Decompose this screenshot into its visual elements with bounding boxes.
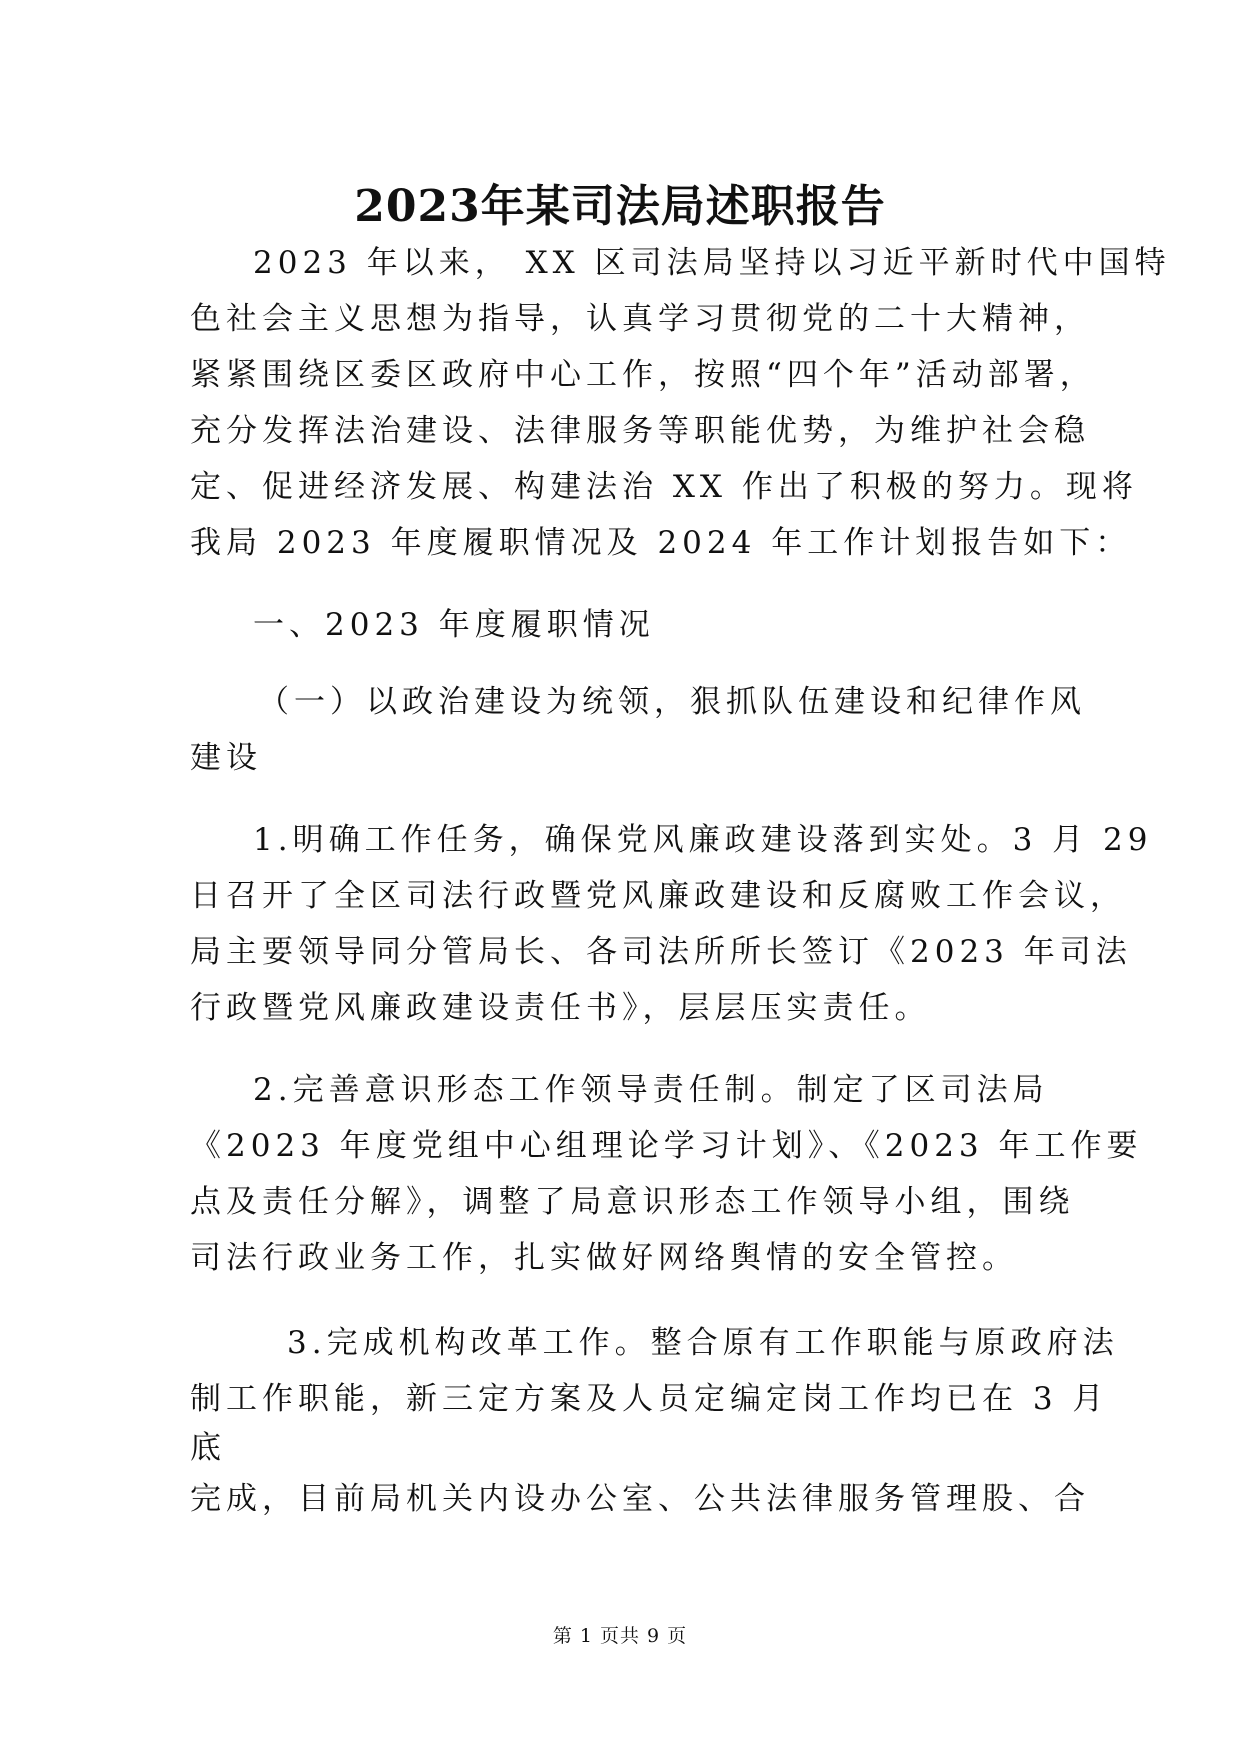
intro-line-2: 色社会主义思想为指导，认真学习贯彻党的二十大精神，	[190, 301, 1090, 337]
subsection-heading-line-1: （一）以政治建设为统领，狠抓队伍建设和纪律作风	[258, 684, 1086, 720]
item1-line-1: 1.明确工作任务，确保党风廉政建设落到实处。3 月 29	[253, 822, 1153, 858]
item2-line-3: 点及责任分解》，调整了局意识形态工作领导小组，围绕	[190, 1184, 1075, 1220]
intro-line-4: 充分发挥法治建设、法律服务等职能优势，为维护社会稳	[190, 413, 1090, 449]
intro-line-5: 定、促进经济发展、构建法治 XX 作出了积极的努力。现将	[190, 469, 1138, 505]
item3-line-1: 3.完成机构改革工作。整合原有工作职能与原政府法	[287, 1325, 1119, 1361]
subsection-heading-line-2: 建设	[190, 740, 262, 776]
document-title: 2023年某司法局述职报告	[354, 181, 886, 232]
item2-line-4: 司法行政业务工作，扎实做好网络舆情的安全管控。	[190, 1240, 1018, 1276]
intro-line-3: 紧紧围绕区委区政府中心工作，按照“四个年”活动部署，	[190, 357, 1096, 393]
item1-line-4: 行政暨党风廉政建设责任书》，层层压实责任。	[190, 990, 931, 1026]
section-heading-1: 一、2023 年度履职情况	[253, 607, 655, 643]
item2-line-2: 《2023 年度党组中心组理论学习计划》、《2023 年工作要	[190, 1128, 1143, 1164]
page-footer: 第 1 页共 9 页	[552, 1625, 688, 1647]
item1-line-3: 局主要领导同分管局长、各司法所所长签订《2023 年司法	[190, 934, 1132, 970]
item3-line-2: 制工作职能，新三定方案及人员定编定岗工作均已在 3 月	[190, 1381, 1109, 1417]
intro-line-1: 2023 年以来， XX 区司法局坚持以习近平新时代中国特	[253, 245, 1171, 281]
item3-line-3: 底	[190, 1430, 226, 1466]
item1-line-2: 日召开了全区司法行政暨党风廉政建设和反腐败工作会议，	[190, 878, 1126, 914]
item3-line-4: 完成，目前局机关内设办公室、公共法律服务管理股、合	[190, 1481, 1090, 1517]
intro-line-6: 我局 2023 年度履职情况及 2024 年工作计划报告如下：	[190, 525, 1132, 561]
item2-line-1: 2.完善意识形态工作领导责任制。制定了区司法局	[253, 1072, 1049, 1108]
